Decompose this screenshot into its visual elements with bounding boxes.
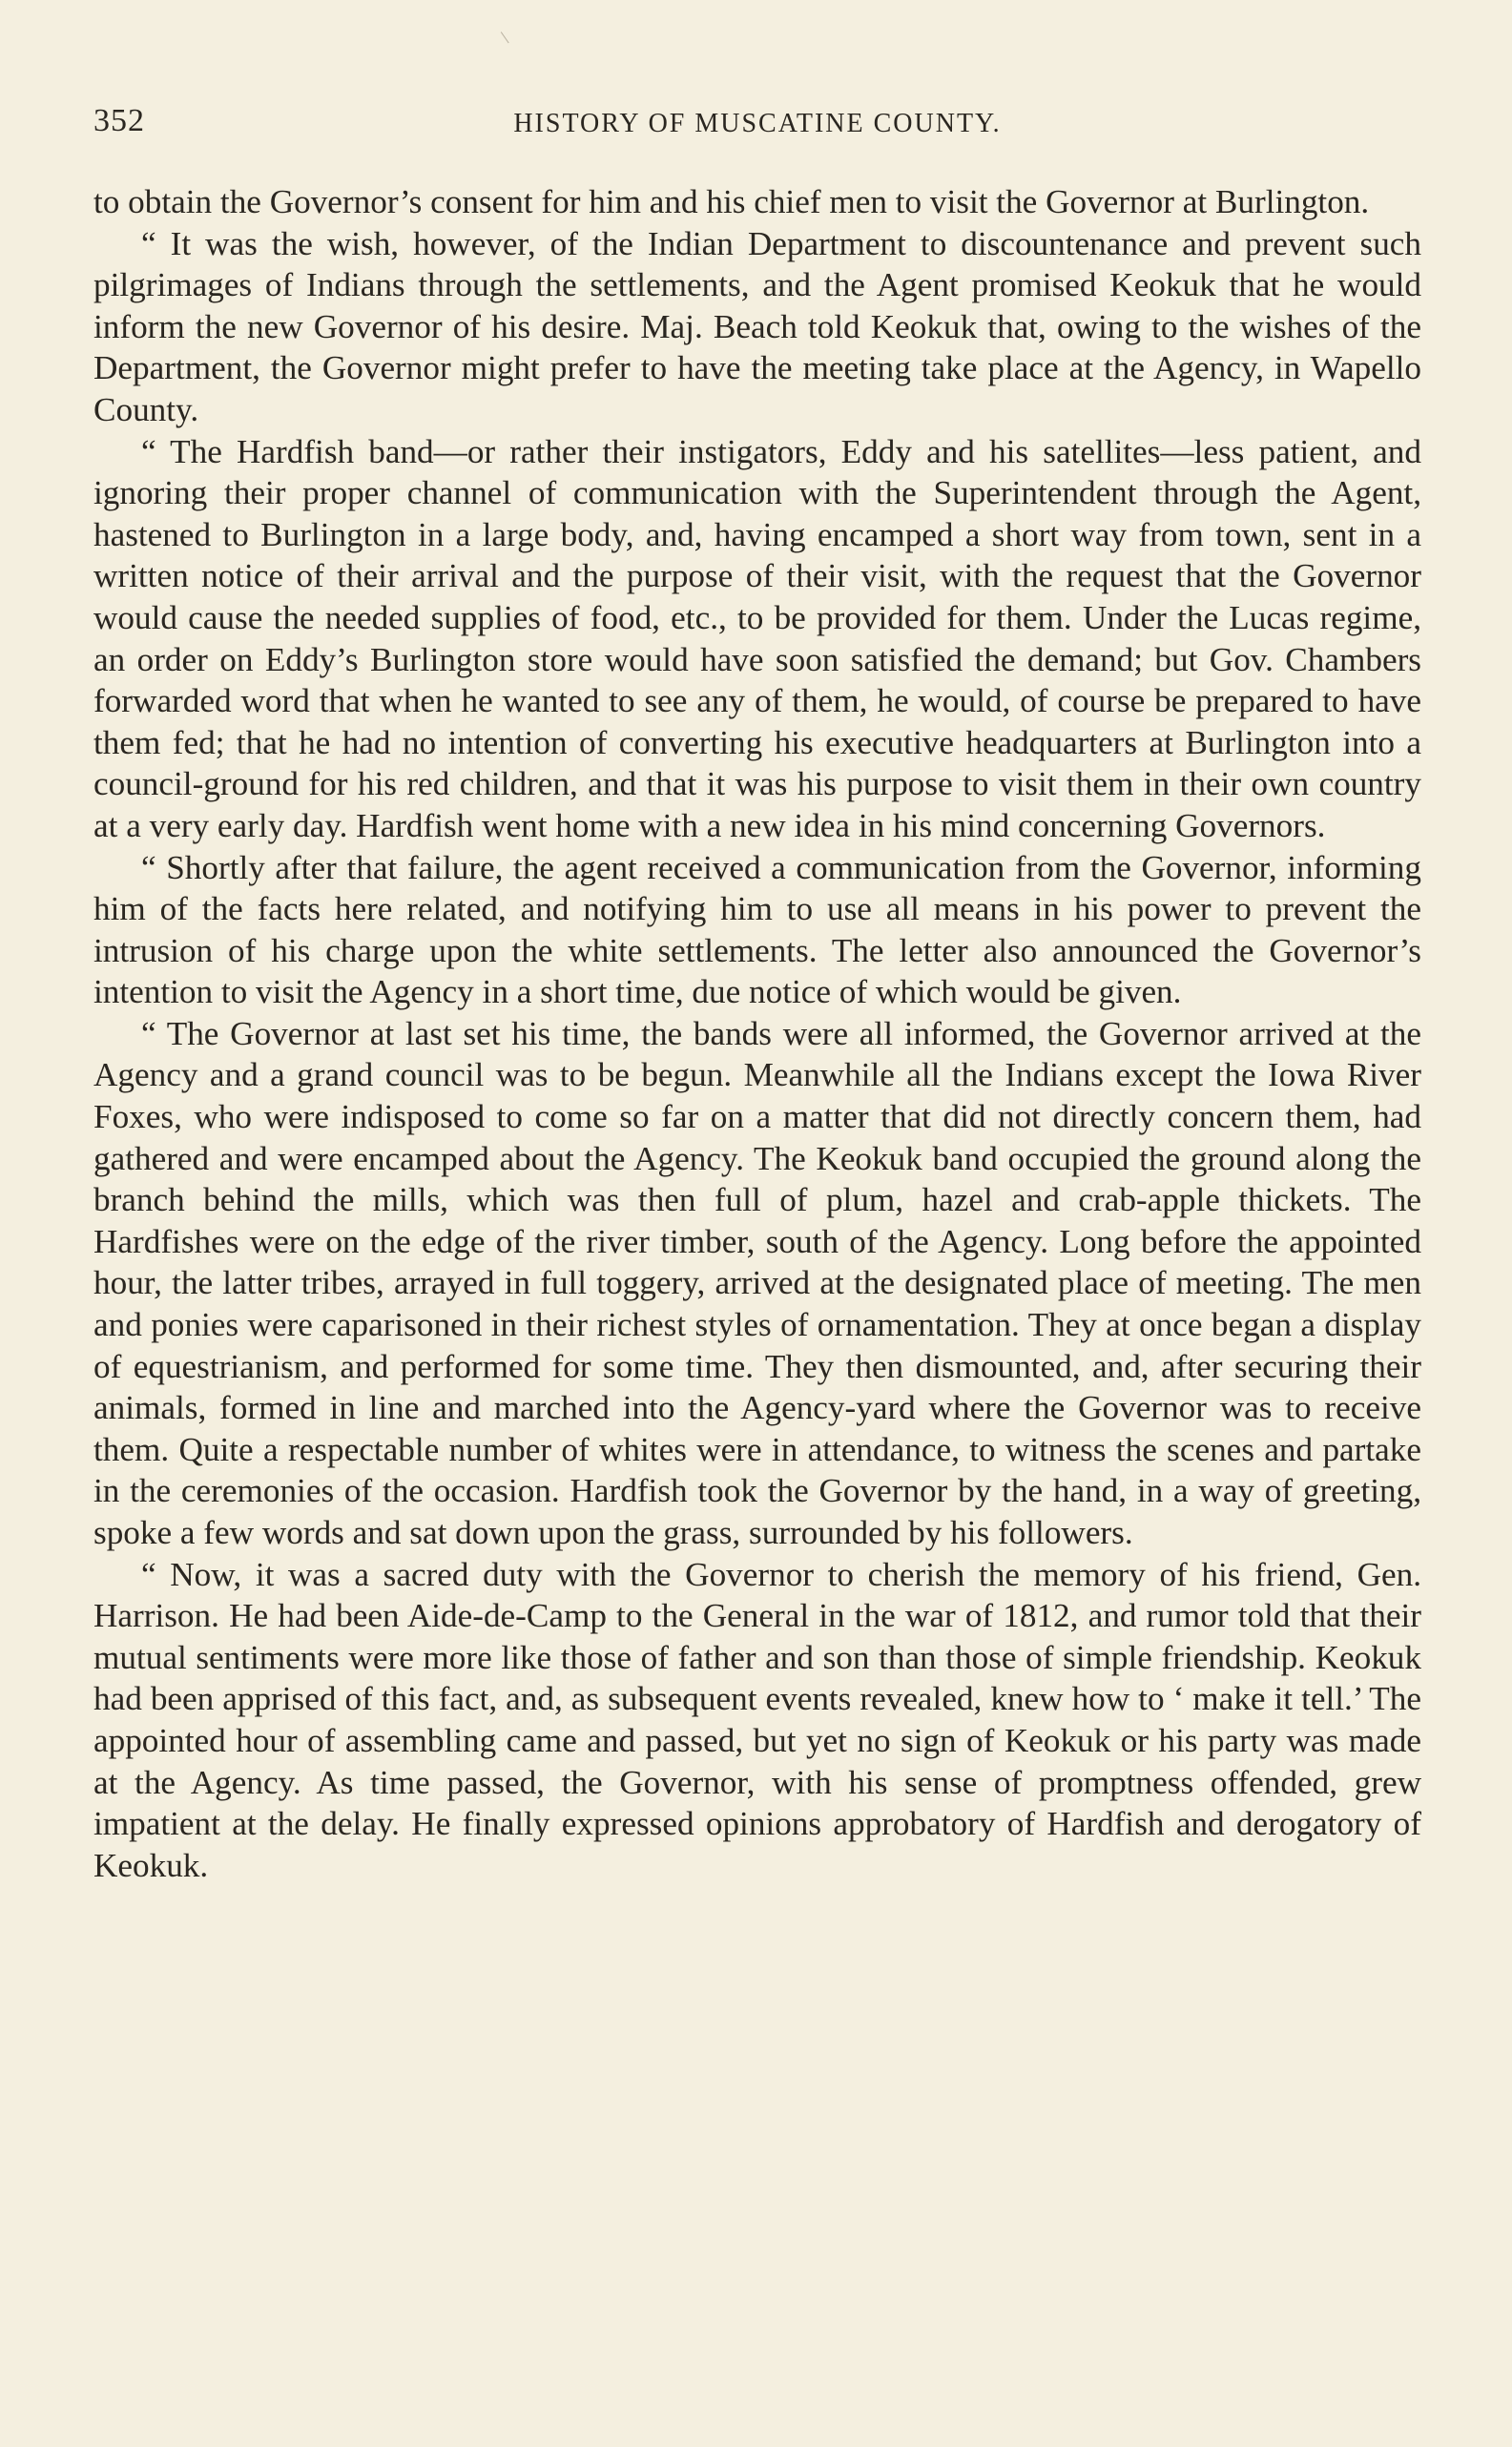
- paragraph: “ Now, it was a sacred duty with the Governor to cherish the memory of his friend, Gen. Harrison. He had been Aide-de-Camp to the General in the war of 1812, and rumor told that their mutual sentiments were more like those of father and son than those of simple friendship. Keokuk had been apprised of this fact, and, as subsequent events revealed, knew how to ‘ make it tell.’ The appointed hour of assembling came and passed, but yet no sign of Keokuk or his party was made at the Agency. As time passed, the Governor, with his sense of promptness offended, grew impatient at the delay. He finally expressed opinions approbatory of Hardfish and derogatory of Keokuk.: [93, 1555, 1421, 1884]
- body-text: [93, 181, 1421, 1886]
- paragraph: “ Shortly after that failure, the agent received a communication from the Governor, informing him of the facts here related, and notifying him to use all means in his power to prevent the intrusion of his charge upon the white settlements. The letter also announced the Governor’s intention to visit the Agency in a short time, due notice of which would be given.: [93, 848, 1421, 1011]
- page-header: [93, 103, 1421, 151]
- paper-mark: [501, 28, 515, 44]
- paragraph: “ It was the wish, however, of the Indian Department to discountenance and prevent such pilgrimages of Indians through the settlements, and the Agent promised Keokuk that he would inform the new Governor of his desire. Maj. Beach told Keokuk that, owing to the wishes of the Department, the Governor might prefer to have the meeting take place at the Agency, in Wapello County.: [93, 224, 1421, 428]
- paragraph: “ The Hardfish band—or rather their instigators, Eddy and his satellites—less patient, and ignoring their proper channel of communication with the Superintendent through the Agent, hastened to Burlington in a large body, and, having encamped a short way from town, sent in a written notice of their arrival and the purpose of their visit, with the request that the Governor would cause the needed supplies of food, etc., to be provided for them. Under the Lucas regime, an order on Eddy’s Burlington store would have soon satisfied the demand; but Gov. Chambers forwarded word that when he wanted to see any of them, he would, of course be prepared to have them fed; that he had no intention of converting his executive headquarters at Burlington into a council-ground for his red children, and that it was his purpose to visit them in their own country at a very early day. Hardfish went home with a new idea in his mind concerning Governors.: [93, 432, 1421, 844]
- page-number: 352: [93, 103, 145, 138]
- running-head: HISTORY OF MUSCATINE COUNTY.: [513, 109, 1002, 138]
- paragraph: to obtain the Governor’s consent for him and his chief men to visit the Governor at Burlington.: [93, 183, 1370, 220]
- paragraph: “ The Governor at last set his time, the bands were all informed, the Governor arrived at the Agency and a grand council was to be begun. Meanwhile all the Indians except the Iowa River Foxes, who were indisposed to come so far on a matter that did not directly concern them, had gathered and were encamped about the Agency. The Keokuk band occupied the ground along the branch behind the mills, which was then full of plum, hazel and crab-apple thickets. The Hardfishes were on the edge of the river timber, south of the Agency. Long before the appointed hour, the latter tribes, arrayed in full toggery, arrived at the designated place of meeting. The men and ponies were caparisoned in their richest styles of ornamentation. They at once began a display of equestrianism, and performed for some time. They then dismounted, and, after securing their animals, formed in line and marched into the Agency-yard where the Governor was to receive them. Quite a respectable number of whites were in attendance, to witness the scenes and partake in the ceremonies of the occasion. Hardfish took the Governor by the hand, in a way of greeting, spoke a few words and sat down upon the grass, surrounded by his followers.: [93, 1014, 1421, 1551]
